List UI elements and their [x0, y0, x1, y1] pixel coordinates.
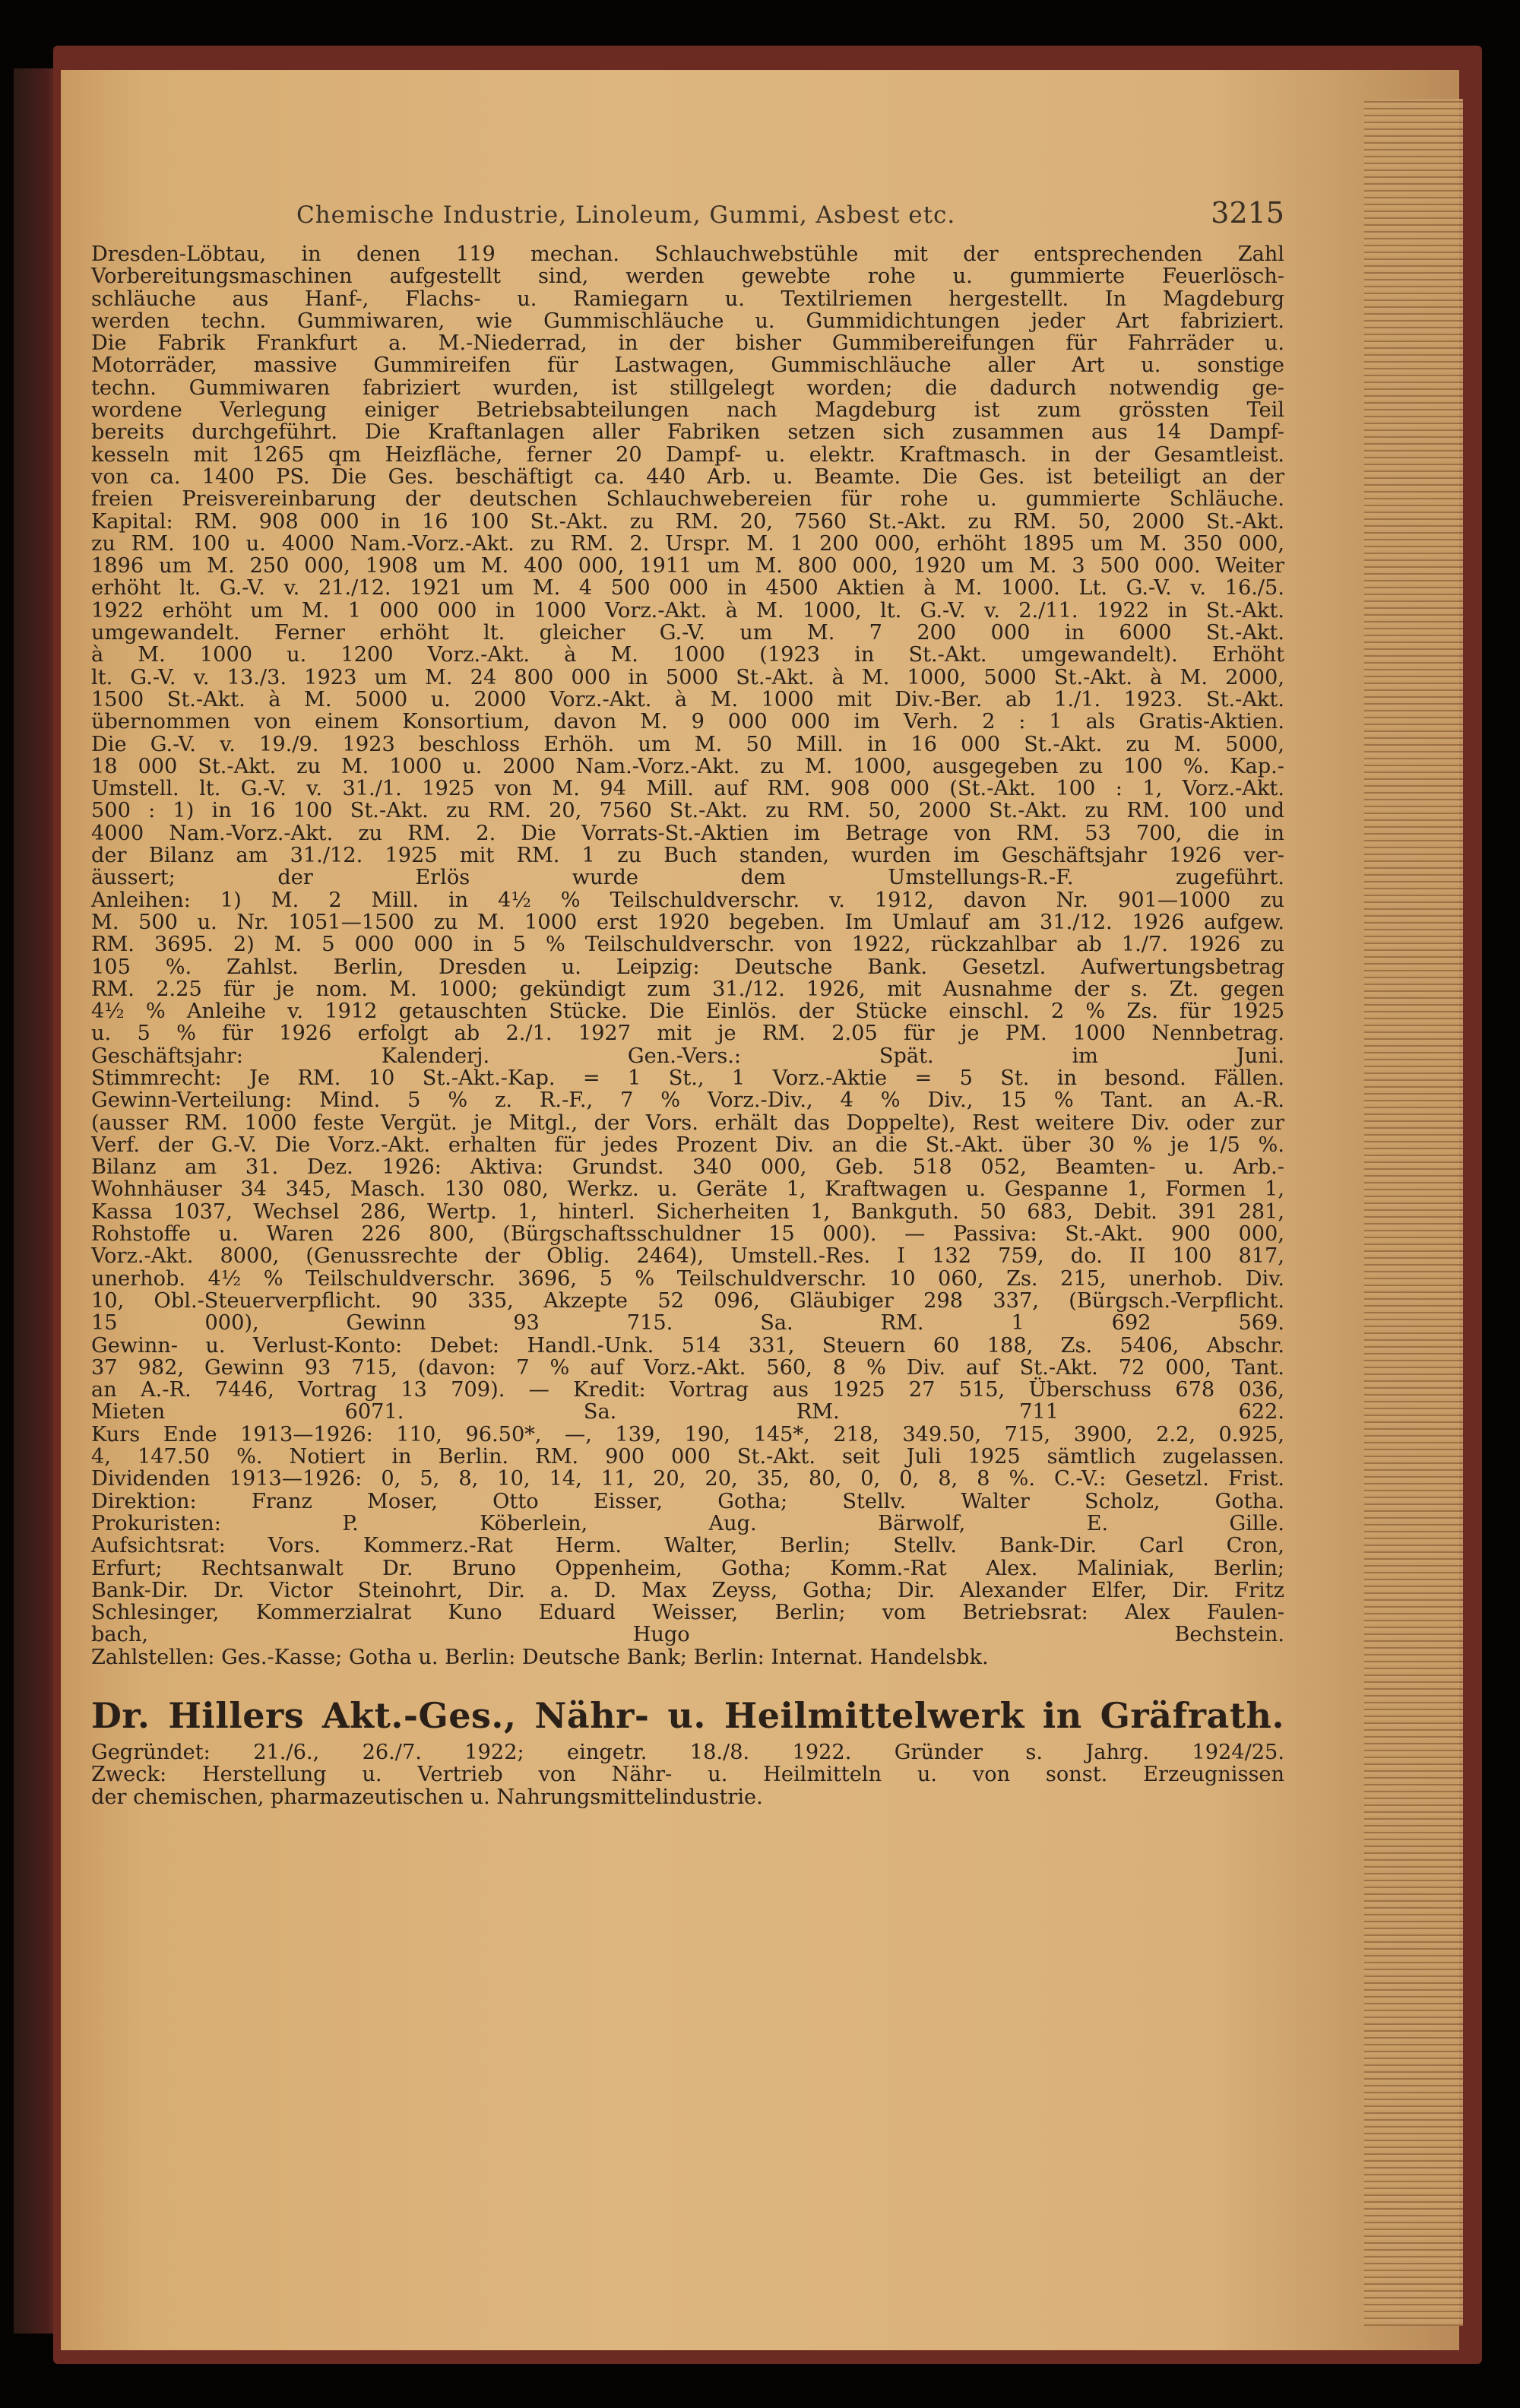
company-report-text [91, 243, 1284, 1668]
text-line: Dividenden 1913—1926: 0, 5, 8, 10, 14, 11, 20, 20, 35, 80, 0, 0, 8, 8 %. C.-V.: Gesetzl. Frist. [91, 1467, 1284, 1491]
running-header [296, 196, 1284, 230]
section-gap [91, 1668, 1284, 1694]
text-line: Vorbereitungsmaschinen aufgestellt sind, werden gewebte rohe u. gummierte Feuerlösch- [91, 265, 1284, 289]
text-line: bach, Hugo Bechstein. [91, 1623, 1284, 1647]
text-line: Rohstoffe u. Waren 226 800, (Bürgschaftsschuldner 15 000). — Passiva: St.-Akt. 900 000, [91, 1222, 1284, 1247]
text-line: 1896 um M. 250 000, 1908 um M. 400 000, 1911 um M. 800 000, 1920 um M. 3 500 000. Weiter [91, 554, 1284, 578]
text-line: Wohnhäuser 34 345, Masch. 130 080, Werkz. u. Geräte 1, Kraftwagen u. Gespanne 1, Formen 1, [91, 1177, 1284, 1202]
text-line: Bilanz am 31. Dez. 1926: Aktiva: Grundst. 340 000, Geb. 518 052, Beamten- u. Arb.- [91, 1155, 1284, 1180]
text-line: schläuche aus Hanf-, Flachs- u. Ramiegarn u. Textilriemen hergestellt. In Magdeburg [91, 287, 1284, 311]
text-line: Kurs Ende 1913—1926: 110, 96.50*, —, 139, 190, 145*, 218, 349.50, 715, 3900, 2.2, 0.925, [91, 1422, 1284, 1446]
text-line: freien Preisvereinbarung der deutschen Schlauchwebereien für rohe u. gummierte Schläuche. [91, 487, 1284, 512]
text-line: 4, 147.50 %. Notiert in Berlin. RM. 900 000 St.-Akt. seit Juli 1925 sämtlich zugelassen. [91, 1445, 1284, 1469]
text-line: Die G.-V. v. 19./9. 1923 beschloss Erhöh. um M. 50 Mill. in 16 000 St.-Akt. zu M. 5000, [91, 732, 1284, 756]
text-line: der Bilanz am 31./12. 1925 mit RM. 1 zu Buch standen, wurden im Geschäftsjahr 1926 ver- [91, 844, 1284, 868]
text-line: Bank-Dir. Dr. Victor Steinohrt, Dir. a. D. Max Zeyss, Gotha; Dir. Alexander Elfer, Dir. Fritz [91, 1578, 1284, 1602]
text-line: RM. 3695. 2) M. 5 000 000 in 5 % Teilschuldverschr. von 1922, rückzahlbar ab 1./7. 1926 zu [91, 933, 1284, 957]
text-line: unerhob. 4½ % Teilschuldverschr. 3696, 5 % Teilschuldverschr. 10 060, Zs. 215, unerhob. Div. [91, 1266, 1284, 1291]
text-line: RM. 2.25 für je nom. M. 1000; gekündigt zum 31./12. 1926, mit Ausnahme der s. Zt. gegen [91, 977, 1284, 1001]
text-line: 500 : 1) in 16 100 St.-Akt. zu RM. 20, 7560 St.-Akt. zu RM. 50, 2000 St.-Akt. zu RM. 100 und [91, 799, 1284, 823]
text-line: 15 000), Gewinn 93 715. Sa. RM. 1 692 569. [91, 1311, 1284, 1335]
text-line: wordene Verlegung einiger Betriebsabteilungen nach Magdeburg ist zum grössten Teil [91, 398, 1284, 423]
text-line: Aufsichtsrat: Vors. Kommerz.-Rat Herm. Walter, Berlin; Stellv. Bank-Dir. Carl Cron, [91, 1534, 1284, 1558]
text-line: Schlesinger, Kommerzialrat Kuno Eduard Weisser, Berlin; vom Betriebsrat: Alex Faulen- [91, 1601, 1284, 1625]
text-line: Kassa 1037, Wechsel 286, Wertp. 1, hinterl. Sicherheiten 1, Bankguth. 50 683, Debit. 391 281, [91, 1199, 1284, 1224]
text-line: bereits durchgeführt. Die Kraftanlagen aller Fabriken setzen sich zusammen aus 14 Dampf- [91, 420, 1284, 445]
text-line: Stimmrecht: Je RM. 10 St.-Akt.-Kap. = 1 St., 1 Vorz.-Aktie = 5 St. in besond. Fällen. [91, 1066, 1284, 1090]
company-description [91, 1741, 1284, 1808]
text-line: kesseln mit 1265 qm Heizfläche, ferner 20 Dampf- u. elektr. Kraftmasch. in der Gesamtleist. [91, 442, 1284, 467]
text-line: Gegründet: 21./6., 26./7. 1922; eingetr. 18./8. 1922. Gründer s. Jahrg. 1924/25. [91, 1741, 1284, 1764]
text-line: Anleihen: 1) M. 2 Mill. in 4½ % Teilschuldverschr. v. 1912, davon Nr. 901—1000 zu [91, 888, 1284, 912]
text-line: Verf. der G.-V. Die Vorz.-Akt. erhalten für jedes Prozent Div. an die St.-Akt. über 30 % je 1/5 %. [91, 1133, 1284, 1157]
text-line: 4000 Nam.-Vorz.-Akt. zu RM. 2. Die Vorrats-St.-Aktien im Betrage von RM. 53 700, die in [91, 821, 1284, 845]
company-title: Dr. Hillers Akt.-Ges., Nähr- u. Heilmittelwerk in Gräfrath. [91, 1695, 1284, 1736]
page-edges [1364, 99, 1463, 2326]
text-line: (ausser RM. 1000 feste Vergüt. je Mitgl., der Vors. erhält das Doppelte), Rest weitere Div. oder zur [91, 1111, 1284, 1135]
text-line: Zweck: Herstellung u. Vertrieb von Nähr- u. Heilmitteln u. von sonst. Erzeugnissen [91, 1763, 1284, 1787]
header-title: Chemische Industrie, Linoleum, Gummi, Asbest etc. [296, 201, 956, 229]
text-line: Vorz.-Akt. 8000, (Genussrechte der Oblig. 2464), Umstell.-Res. I 132 759, do. II 100 817, [91, 1244, 1284, 1269]
text-line: Prokuristen: P. Köberlein, Aug. Bärwolf, E. Gille. [91, 1511, 1284, 1535]
text-line: Dresden-Löbtau, in denen 119 mechan. Schlauchwebstühle mit der entsprechenden Zahl [91, 242, 1284, 266]
text-line: à M. 1000 u. 1200 Vorz.-Akt. à M. 1000 (1923 in St.-Akt. umgewandelt). Erhöht [91, 643, 1284, 667]
text-line: von ca. 1400 PS. Die Ges. beschäftigt ca. 440 Arb. u. Beamte. Die Ges. ist beteiligt an der [91, 464, 1284, 489]
text-line: 10, Obl.-Steuerverpflicht. 90 335, Akzepte 52 096, Gläubiger 298 337, (Bürgsch.-Verpflicht. [91, 1288, 1284, 1313]
text-line: Mieten 6071. Sa. RM. 711 622. [91, 1400, 1284, 1424]
text-line: Umstell. lt. G.-V. v. 31./1. 1925 von M. 94 Mill. auf RM. 908 000 (St.-Akt. 100 : 1, Vorz.-Akt. [91, 777, 1284, 801]
text-line: Direktion: Franz Moser, Otto Eisser, Gotha; Stellv. Walter Scholz, Gotha. [91, 1489, 1284, 1513]
text-line: Die Fabrik Frankfurt a. M.-Niederrad, in der bisher Gummibereifungen für Fahrräder u. [91, 331, 1284, 356]
text-line: äussert; der Erlös wurde dem Umstellungs-R.-F. zugeführt. [91, 866, 1284, 890]
text-line: 18 000 St.-Akt. zu M. 1000 u. 2000 Nam.-Vorz.-Akt. zu M. 1000, ausgegeben zu 100 %. Kap.- [91, 754, 1284, 778]
text-line: Zahlstellen: Ges.-Kasse; Gotha u. Berlin: Deutsche Bank; Berlin: Internat. Handelsbk. [91, 1645, 989, 1669]
text-line: werden techn. Gummiwaren, wie Gummischläuche u. Gummidichtungen jeder Art fabriziert. [91, 309, 1284, 333]
text-line: Gewinn- u. Verlust-Konto: Debet: Handl.-Unk. 514 331, Steuern 60 188, Zs. 5406, Abschr. [91, 1333, 1284, 1358]
text-line: umgewandelt. Ferner erhöht lt. gleicher G.-V. um M. 7 200 000 in 6000 St.-Akt. [91, 621, 1284, 645]
text-line: techn. Gummiwaren fabriziert wurden, ist stillgelegt worden; die dadurch notwendig ge- [91, 375, 1284, 400]
text-line: 37 982, Gewinn 93 715, (davon: 7 % auf Vorz.-Akt. 560, 8 % Div. auf St.-Akt. 72 000, Tant. [91, 1355, 1284, 1380]
page-number: 3215 [1211, 196, 1284, 230]
text-line: Erfurt; Rechtsanwalt Dr. Bruno Oppenheim, Gotha; Komm.-Rat Alex. Maliniak, Berlin; [91, 1556, 1284, 1580]
text-line: Gewinn-Verteilung: Mind. 5 % z. R.-F., 7 % Vorz.-Div., 4 % Div., 15 % Tant. an A.-R. [91, 1088, 1284, 1113]
text-line: lt. G.-V. v. 13./3. 1923 um M. 24 800 000 in 5000 St.-Akt. à M. 1000, 5000 St.-Akt. à M. 2000, [91, 665, 1284, 689]
text-line: Kapital: RM. 908 000 in 16 100 St.-Akt. zu RM. 20, 7560 St.-Akt. zu RM. 50, 2000 St.-Akt. [91, 509, 1284, 534]
text-line: zu RM. 100 u. 4000 Nam.-Vorz.-Akt. zu RM. 2. Urspr. M. 1 200 000, erhöht 1895 um M. 350 000, [91, 531, 1284, 556]
text-line: erhöht lt. G.-V. v. 21./12. 1921 um M. 4 500 000 in 4500 Aktien à M. 1000. Lt. G.-V. v. 16./5. [91, 576, 1284, 600]
text-line: 1922 erhöht um M. 1 000 000 in 1000 Vorz.-Akt. à M. 1000, lt. G.-V. v. 2./11. 1922 in St.-Akt. [91, 598, 1284, 623]
text-line: Geschäftsjahr: Kalenderj. Gen.-Vers.: Spät. im Juni. [91, 1044, 1284, 1068]
text-line: übernommen von einem Konsortium, davon M. 9 000 000 im Verh. 2 : 1 als Gratis-Aktien. [91, 710, 1284, 734]
text-line: 105 %. Zahlst. Berlin, Dresden u. Leipzig: Deutsche Bank. Gesetzl. Aufwertungsbetrag [91, 955, 1284, 979]
page-content [91, 196, 1284, 1808]
text-line: u. 5 % für 1926 erfolgt ab 2./1. 1927 mit je RM. 2.05 für je PM. 1000 Nennbetrag. [91, 1022, 1284, 1046]
text-line: der chemischen, pharmazeutischen u. Nahrungsmittelindustrie. [91, 1785, 763, 1809]
text-line: M. 500 u. Nr. 1051—1500 zu M. 1000 erst 1920 begeben. Im Umlauf am 31./12. 1926 aufgew. [91, 910, 1284, 934]
text-line: Motorräder, massive Gummireifen für Lastwagen, Gummischläuche aller Art u. sonstige [91, 353, 1284, 378]
text-line: 4½ % Anleihe v. 1912 getauschten Stücke. Die Einlös. der Stücke einschl. 2 % Zs. für 1925 [91, 1000, 1284, 1024]
text-line: an A.-R. 7446, Vortrag 13 709). — Kredit: Vortrag aus 1925 27 515, Überschuss 678 036, [91, 1378, 1284, 1402]
text-line: 1500 St.-Akt. à M. 5000 u. 2000 Vorz.-Akt. à M. 1000 mit Div.-Ber. ab 1./1. 1923. St.-Akt. [91, 687, 1284, 711]
